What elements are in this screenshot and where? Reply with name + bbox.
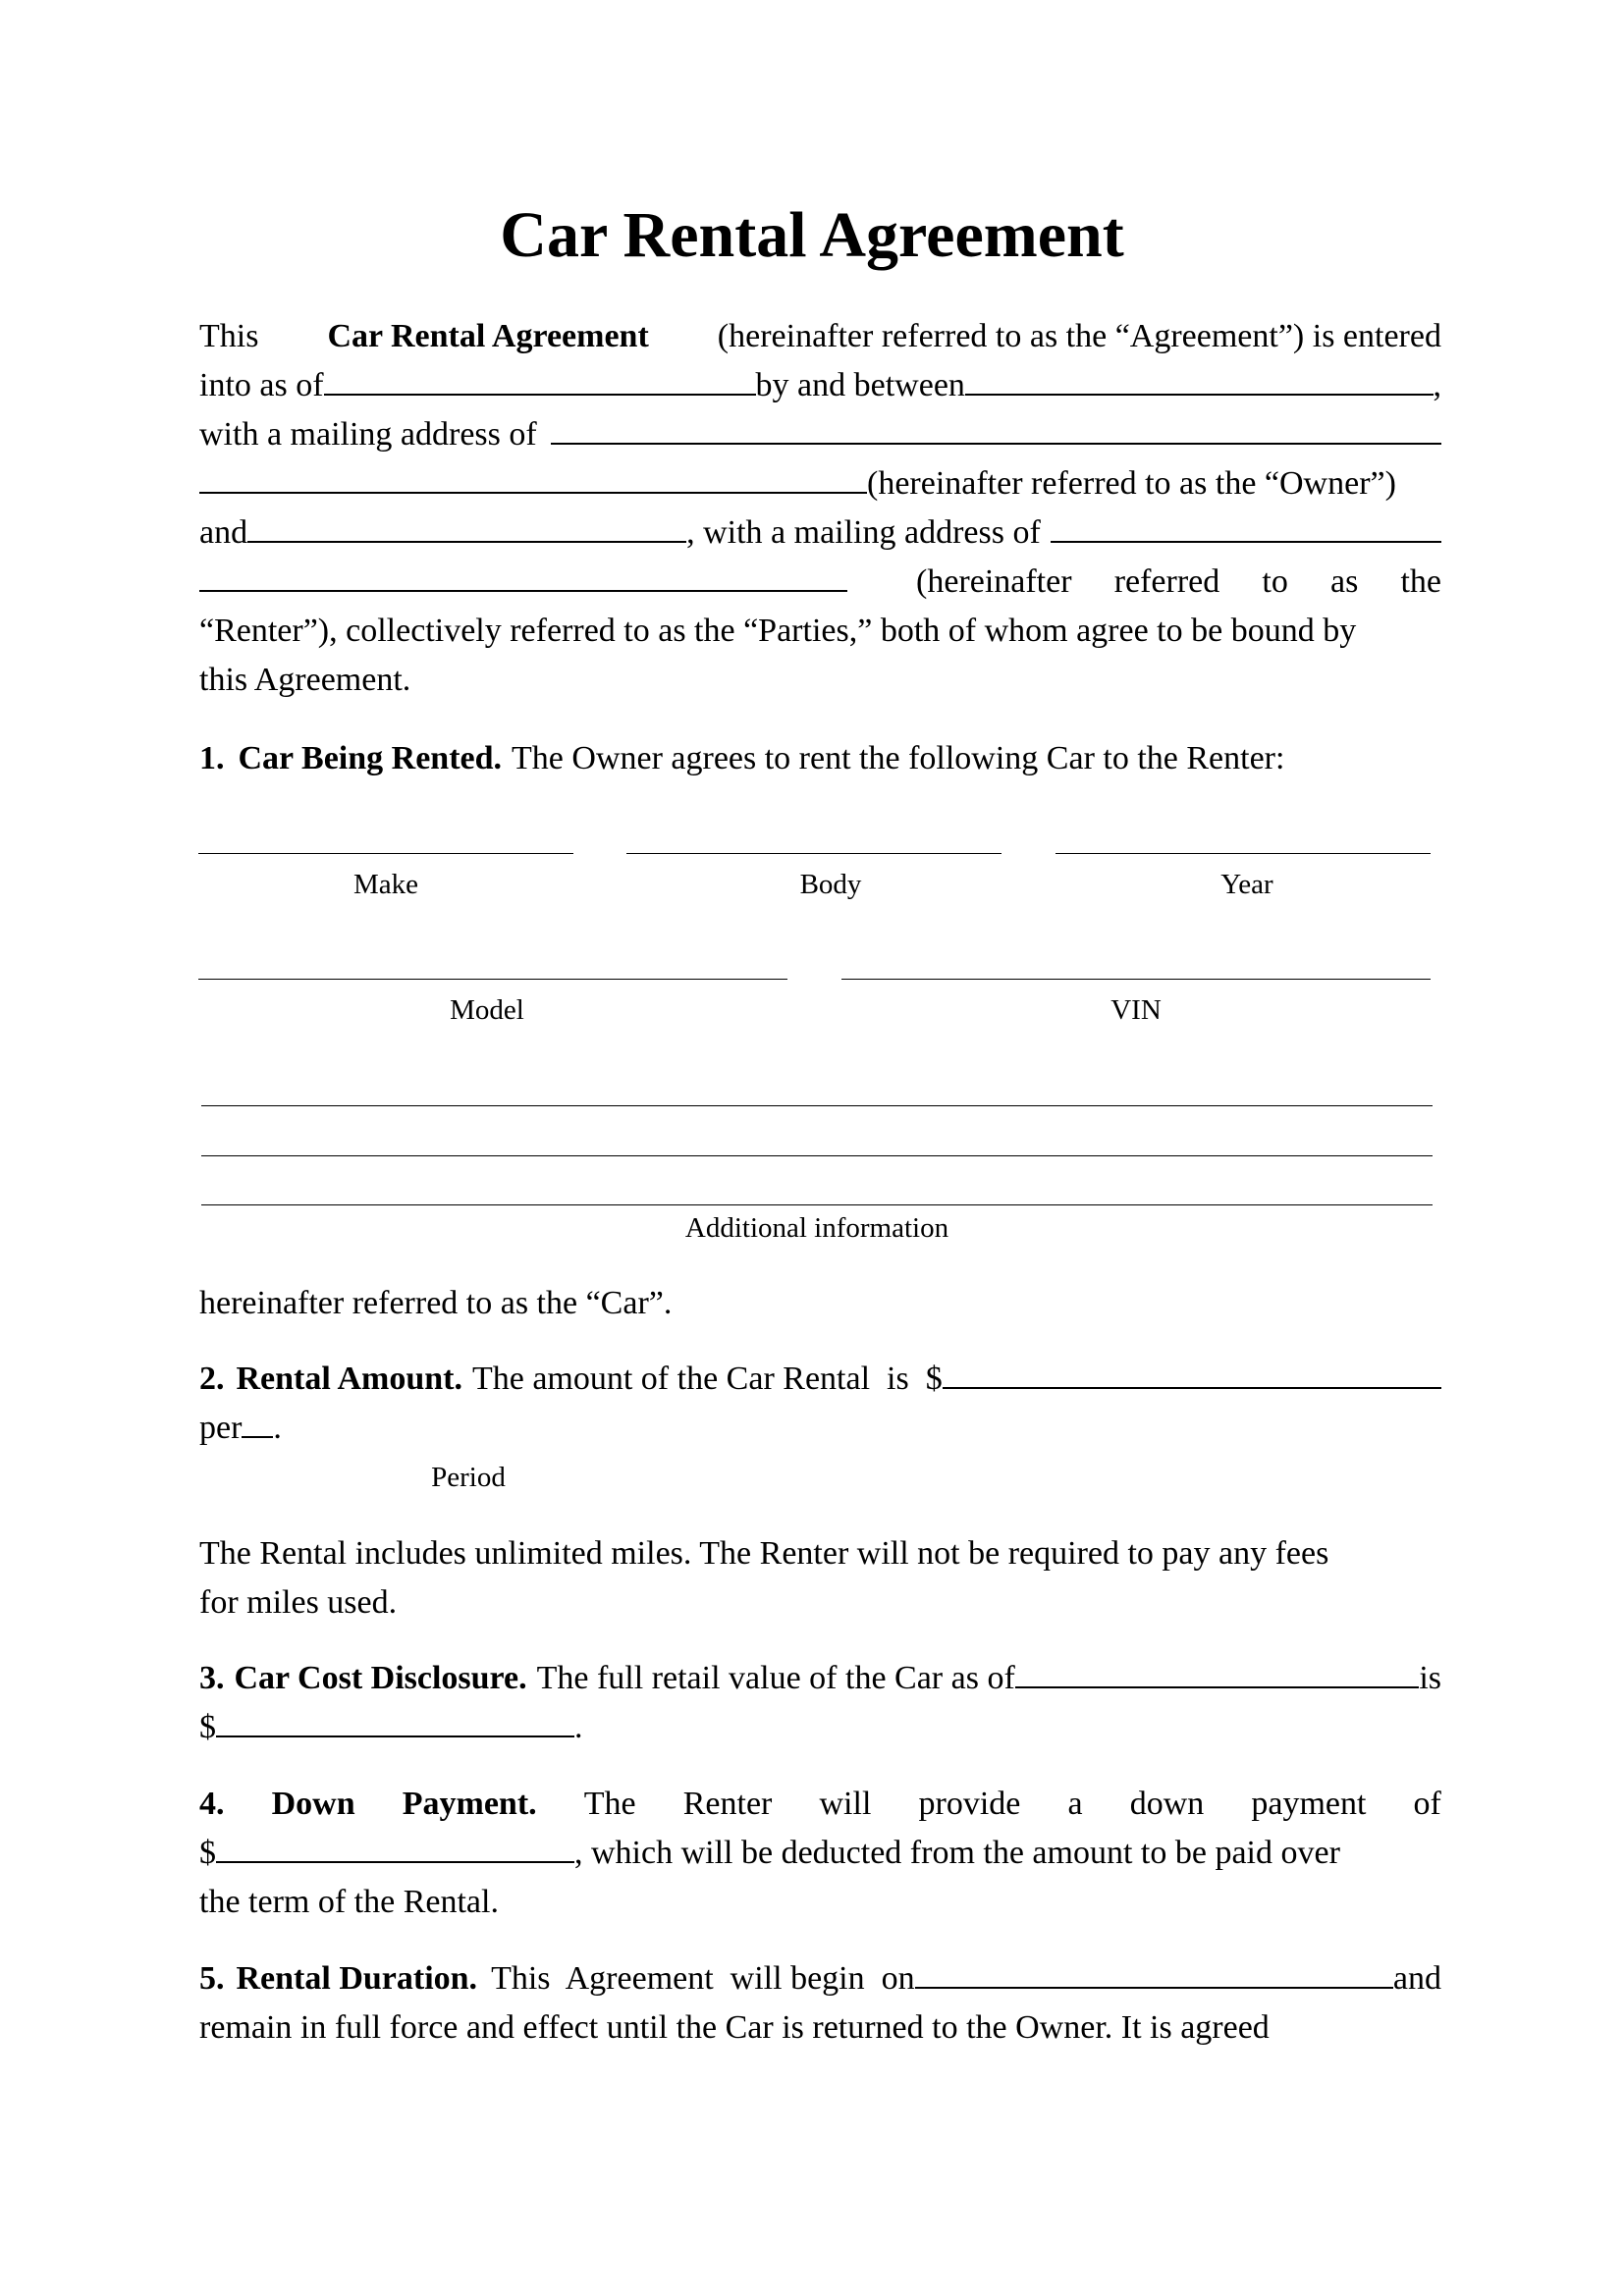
- section-5-and: and: [1392, 1960, 1441, 1997]
- intro-by-and-between: by and between: [755, 367, 965, 403]
- section-3-end: .: [574, 1709, 583, 1745]
- section-2-note-line-1: The Rental includes unlimited miles. The Renter will not be required to pay any fees: [199, 1535, 1329, 1572]
- section-4-heading-word: Down: [271, 1786, 355, 1822]
- section-4-after-blank: , which will be deducted from the amount to be paid over: [574, 1835, 1340, 1871]
- body-field[interactable]: [626, 853, 1001, 854]
- renter-ref-word: to: [1262, 563, 1288, 600]
- section-4-heading-word: Payment.: [402, 1786, 537, 1822]
- vin-label: VIN: [1110, 994, 1162, 1026]
- section-4-word: provide: [918, 1786, 1021, 1822]
- body-label: Body: [799, 869, 862, 900]
- intro-into-as-of: into as of: [199, 367, 324, 403]
- section-1-text: The Owner agrees to rent the following Car to the Renter:: [512, 740, 1285, 776]
- down-payment-field[interactable]: [216, 1860, 574, 1863]
- renter-address-field-1[interactable]: [1051, 540, 1441, 543]
- intro-owner-ref: (hereinafter referred to as the “Owner”): [867, 465, 1396, 502]
- model-label: Model: [450, 994, 524, 1026]
- section-5-line-2: remain in full force and effect until the Car is returned to the Owner. It is agreed: [199, 2009, 1270, 2046]
- make-field[interactable]: [198, 853, 573, 854]
- year-label: Year: [1220, 869, 1273, 900]
- intro-this: This: [199, 318, 259, 354]
- additional-info-field-1[interactable]: [201, 1105, 1433, 1106]
- vin-field[interactable]: [841, 979, 1431, 980]
- section-4-number: 4.: [199, 1786, 225, 1822]
- additional-info-field-3[interactable]: [201, 1204, 1433, 1205]
- section-5-text: This Agreement will begin on: [491, 1960, 915, 1997]
- section-5: [199, 1954, 1441, 2053]
- intro-line-4: [199, 459, 1441, 508]
- page-title: Car Rental Agreement: [500, 199, 1124, 271]
- model-field[interactable]: [198, 979, 787, 980]
- car-reference-text: hereinafter referred to as the “Car”.: [199, 1285, 673, 1321]
- section-2-note: [199, 1529, 1441, 1628]
- section-4-word: down: [1129, 1786, 1205, 1822]
- section-4-dollar: $: [199, 1835, 216, 1871]
- renter-ref-word: referred: [1113, 563, 1220, 600]
- intro-and: and: [199, 514, 248, 551]
- section-2-per: per: [199, 1410, 243, 1446]
- intro-paragraph: [199, 312, 1441, 705]
- section-1-heading-line: [199, 734, 1441, 783]
- renter-ref-word: (hereinafter: [916, 563, 1072, 600]
- section-4-word: of: [1413, 1786, 1441, 1822]
- section-3-heading: Car Cost Disclosure.: [234, 1660, 527, 1696]
- section-2-text: The amount of the Car Rental is $: [471, 1361, 943, 1397]
- intro-renter-line: “Renter”), collectively referred to as the “Parties,” both of whom agree to be bound by: [199, 613, 1357, 649]
- section-2-period-end: .: [273, 1410, 282, 1446]
- cost-disclosure-date-field[interactable]: [1015, 1685, 1420, 1688]
- intro-agreement-name: Car Rental Agreement: [327, 318, 649, 354]
- year-field[interactable]: [1056, 853, 1431, 854]
- renter-name-field[interactable]: [247, 540, 686, 543]
- renter-address-field-2[interactable]: [199, 589, 847, 592]
- additional-info-field-2[interactable]: [201, 1155, 1433, 1156]
- intro-line-2: [199, 361, 1441, 410]
- intro-line-1: [199, 312, 1441, 361]
- intro-line-3: [199, 410, 1441, 459]
- section-3-dollar: $: [199, 1709, 216, 1745]
- section-1-number: 1.: [199, 740, 225, 776]
- section-4-line-3: the term of the Rental.: [199, 1884, 499, 1920]
- intro-after-name: (hereinafter referred to as the “Agreement”) is entered: [717, 318, 1441, 354]
- section-4-word: will: [819, 1786, 872, 1822]
- section-4-word: The: [583, 1786, 636, 1822]
- rental-amount-field[interactable]: [943, 1386, 1441, 1389]
- section-4: [199, 1780, 1441, 1927]
- section-1-heading: Car Being Rented.: [238, 740, 503, 776]
- make-label: Make: [352, 869, 419, 900]
- retail-value-field[interactable]: [216, 1735, 574, 1737]
- owner-name-field[interactable]: [965, 393, 1434, 396]
- period-label: Period: [431, 1462, 506, 1493]
- section-1-after: [199, 1279, 1441, 1328]
- intro-mailing-address-of: with a mailing address of: [199, 416, 537, 453]
- section-4-word: payment: [1251, 1786, 1367, 1822]
- section-3: [199, 1654, 1441, 1752]
- renter-ref-word: the: [1400, 563, 1441, 600]
- section-2-note-line-2: for miles used.: [199, 1584, 398, 1621]
- intro-line-7: [199, 607, 1441, 656]
- owner-address-field-2[interactable]: [199, 491, 867, 494]
- section-4-word: a: [1067, 1786, 1083, 1822]
- owner-address-field-1[interactable]: [551, 442, 1441, 445]
- section-2-number: 2.: [199, 1361, 225, 1397]
- section-3-is: is: [1419, 1660, 1441, 1696]
- section-5-heading: Rental Duration.: [236, 1960, 478, 1997]
- intro-with-mailing-address: , with a mailing address of: [686, 514, 1041, 551]
- agreement-date-field[interactable]: [324, 393, 756, 396]
- intro-line-5: [199, 508, 1441, 558]
- intro-line-8: [199, 656, 1441, 705]
- intro-line-6: [199, 558, 1441, 607]
- section-4-word: Renter: [682, 1786, 773, 1822]
- section-3-text: The full retail value of the Car as of: [536, 1660, 1015, 1696]
- section-3-number: 3.: [199, 1660, 225, 1696]
- section-2: [199, 1355, 1441, 1453]
- section-2-heading: Rental Amount.: [236, 1361, 462, 1397]
- section-5-number: 5.: [199, 1960, 225, 1997]
- start-date-field[interactable]: [915, 1986, 1393, 1989]
- renter-ref-word: as: [1329, 563, 1359, 600]
- intro-closing: this Agreement.: [199, 662, 411, 698]
- rental-period-field[interactable]: [242, 1435, 273, 1438]
- intro-comma: ,: [1433, 367, 1441, 403]
- additional-info-label: Additional information: [684, 1212, 949, 1244]
